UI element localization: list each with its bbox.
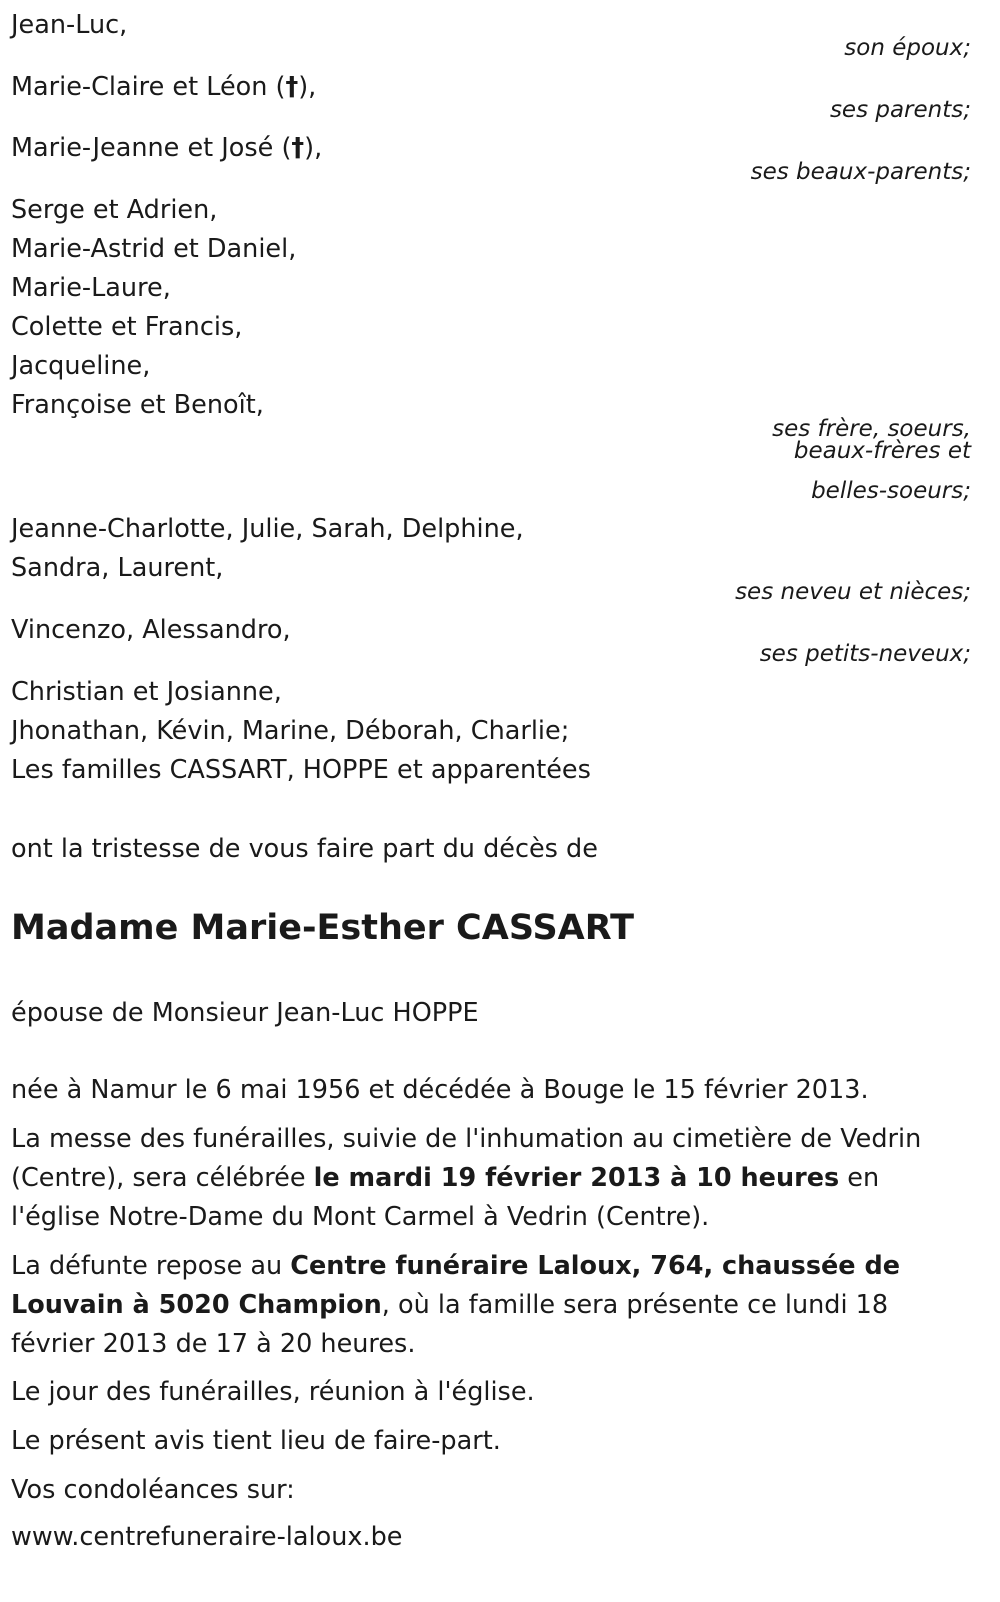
mass-text: La messe des funérailles, suivie de l'inhumation au cimetière de Vedrin (Centre), sera célébrée <box>11 1124 922 1193</box>
funeral-home-address: Centre funéraire Laloux, 764, chaussée de Louvain à 5020 Champion <box>11 1251 901 1320</box>
family-role: belles-soeurs; <box>811 478 971 504</box>
family-role: ses neveu et nièces; <box>735 579 971 605</box>
family-name-line: Serge et Adrien, <box>11 195 218 225</box>
cross-icon: † <box>285 72 299 102</box>
family-name-line: Christian et Josianne, <box>11 677 282 707</box>
family-name-text: Marie-Claire et Léon ( <box>11 72 286 102</box>
family-role: ses beaux-parents; <box>750 159 971 185</box>
family-role: son époux; <box>844 35 971 61</box>
birth-death-text: née à Namur le 6 mai 1956 et décédée à Bouge le 15 février 2013. <box>11 1075 869 1105</box>
website-link[interactable]: www.centrefuneraire-laloux.be <box>11 1522 403 1552</box>
mass-datetime: le mardi 19 février 2013 à 10 heures <box>313 1163 840 1193</box>
family-name-text-end: ), <box>298 72 317 102</box>
family-name-line <box>11 72 316 102</box>
family-name-line: Jhonathan, Kévin, Marine, Déborah, Charlie; <box>11 716 570 746</box>
family-role: ses parents; <box>829 97 971 123</box>
family-role: beaux-frères et <box>793 438 971 464</box>
notice-text: Le présent avis tient lieu de faire-part. <box>11 1426 501 1456</box>
spouse-text: épouse de Monsieur Jean-Luc HOPPE <box>11 998 479 1028</box>
meeting-text: Le jour des funérailles, réunion à l'église. <box>11 1377 535 1407</box>
family-role: ses petits-neveux; <box>759 641 971 667</box>
mass-paragraph <box>11 1120 971 1237</box>
family-name-line: Sandra, Laurent, <box>11 553 224 583</box>
deceased-name: Madame Marie-Esther CASSART <box>11 908 635 948</box>
condolences-label: Vos condoléances sur: <box>11 1475 295 1505</box>
announcement-text: ont la tristesse de vous faire part du décès de <box>11 834 598 864</box>
rest-text: La défunte repose au <box>11 1251 291 1281</box>
family-name-line: Les familles CASSART, HOPPE et apparentées <box>11 755 591 785</box>
family-name-text: Marie-Jeanne et José ( <box>11 133 292 163</box>
family-role: ses frère, soeurs, <box>772 416 971 442</box>
family-name-line: Marie-Laure, <box>11 273 171 303</box>
rest-paragraph <box>11 1247 971 1364</box>
family-name-line: Colette et Francis, <box>11 312 243 342</box>
family-name-line <box>11 133 322 163</box>
family-name-line: Vincenzo, Alessandro, <box>11 615 291 645</box>
rest-text-end: , où la famille sera présente ce lundi 18 février 2013 de 17 à 20 heures. <box>11 1290 889 1359</box>
family-name-line: Jean-Luc, <box>11 10 128 40</box>
family-name-line: Françoise et Benoît, <box>11 390 264 420</box>
family-name-line: Marie-Astrid et Daniel, <box>11 234 297 264</box>
family-name-text-end: ), <box>304 133 323 163</box>
cross-icon: † <box>291 133 305 163</box>
family-name-line: Jeanne-Charlotte, Julie, Sarah, Delphine, <box>11 514 524 544</box>
mass-text-end: en l'église Notre-Dame du Mont Carmel à Vedrin (Centre). <box>11 1163 880 1232</box>
family-name-line: Jacqueline, <box>11 351 151 381</box>
